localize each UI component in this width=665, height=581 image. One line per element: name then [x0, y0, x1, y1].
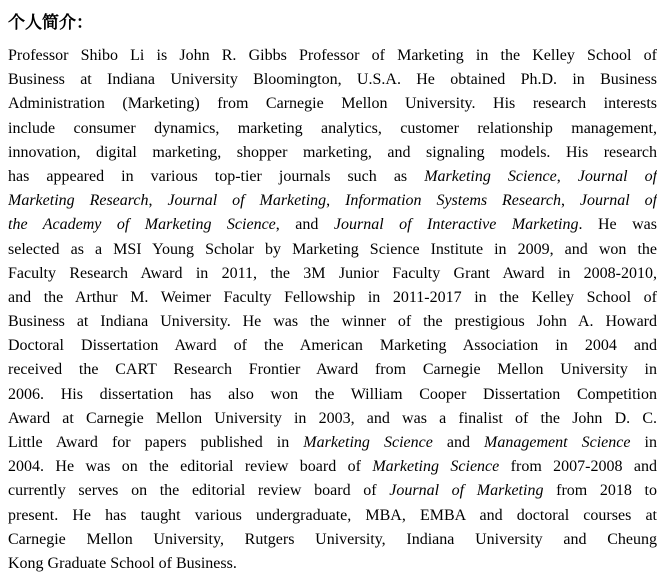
text-run: currently serves on the editorial review board of — [8, 482, 390, 500]
journal-name-italic: Marketing Research — [8, 192, 149, 210]
text-line — [8, 528, 657, 552]
text-line — [8, 358, 657, 382]
text-run: has appeared in various top-tier journals such as — [8, 167, 425, 185]
text-line — [8, 334, 657, 358]
journal-name-italic: Marketing Science — [424, 167, 557, 185]
text-line — [8, 383, 657, 407]
journal-name-italic: Journal of — [579, 192, 657, 210]
text-run: Award at Carnegie Mellon University in 2003, and was a finalist of the John D. C. — [8, 409, 657, 427]
text-line — [8, 92, 657, 116]
journal-name-italic: Journal of Marketing — [389, 482, 544, 500]
text-line — [8, 407, 657, 431]
journal-name-italic: Journal of Marketing — [167, 192, 327, 210]
text-line — [8, 165, 657, 189]
text-run: Business at Indiana University Bloomington, U.S.A. He obtained Ph.D. in Business — [8, 71, 657, 89]
text-line — [8, 262, 657, 286]
text-line — [8, 189, 657, 213]
text-run: Kong Graduate School of Business. — [8, 554, 237, 572]
text-run: received the CART Research Frontier Award from Carnegie Mellon University in — [8, 361, 657, 379]
journal-name-italic: Information Systems Research — [345, 192, 561, 210]
text-run: 2004. He was on the editorial review board of — [8, 458, 373, 476]
text-line — [8, 431, 657, 455]
text-run: Doctoral Dissertation Award of the American Marketing Association in 2004 and — [8, 337, 657, 355]
text-run: , and — [275, 216, 334, 234]
text-run: and the Arthur M. Weimer Faculty Fellowship in 2011-2017 in the Kelley School of — [8, 288, 657, 306]
text-run: from 2007-2008 and — [499, 458, 657, 476]
journal-name-italic: Journal of — [577, 167, 657, 185]
section-heading: 个人简介： — [8, 13, 93, 32]
text-run: 2006. His dissertation has also won the William Cooper Dissertation Competition — [8, 385, 657, 403]
journal-name-italic: Journal of Interactive Marketing — [333, 216, 579, 234]
text-run: selected as a MSI Young Scholar by Marketing Science Institute in 2009, and won the — [8, 240, 657, 258]
text-run: present. He has taught various undergraduate, MBA, EMBA and doctoral courses at — [8, 506, 657, 524]
text-line — [8, 141, 657, 165]
text-line — [8, 552, 657, 576]
text-run: , — [560, 192, 580, 210]
text-run: Faculty Research Award in 2011, the 3M Junior Faculty Grant Award in 2008-2010, — [8, 264, 657, 282]
text-run: , — [326, 192, 346, 210]
journal-name-italic: the Academy of Marketing Science — [8, 216, 276, 234]
text-run: Little Award for papers published in — [8, 434, 304, 451]
text-run: , — [556, 167, 578, 185]
text-line — [8, 479, 657, 503]
text-run: Professor Shibo Li is John R. Gibbs Professor of Marketing in the Kelley School of — [8, 47, 657, 64]
text-line — [8, 504, 657, 528]
text-line — [8, 238, 657, 262]
text-line — [8, 286, 657, 310]
text-line — [8, 44, 657, 68]
text-run: Carnegie Mellon University, Rutgers University, Indiana University and Cheung — [8, 530, 657, 548]
text-line — [8, 455, 657, 479]
journal-name-italic: Management Science — [484, 434, 631, 451]
text-run: include consumer dynamics, marketing analytics, customer relationship management, — [8, 119, 657, 137]
bio-paragraph — [8, 44, 657, 576]
text-run: from 2018 to — [543, 482, 657, 500]
text-line — [8, 68, 657, 92]
text-run: and — [432, 434, 485, 451]
text-run: Administration (Marketing) from Carnegie Mellon University. His research interests — [8, 95, 657, 113]
text-line — [8, 213, 657, 237]
text-line — [8, 117, 657, 141]
text-line — [8, 310, 657, 334]
text-run: . He was — [578, 216, 657, 234]
text-run: , — [148, 192, 168, 210]
journal-name-italic: Marketing Science — [303, 434, 433, 451]
text-run: Business at Indiana University. He was the winner of the prestigious John A. Howard — [8, 313, 657, 331]
journal-name-italic: Marketing Science — [372, 458, 500, 476]
text-run: in — [630, 434, 657, 451]
text-run: innovation, digital marketing, shopper marketing, and signaling models. His research — [8, 143, 657, 161]
